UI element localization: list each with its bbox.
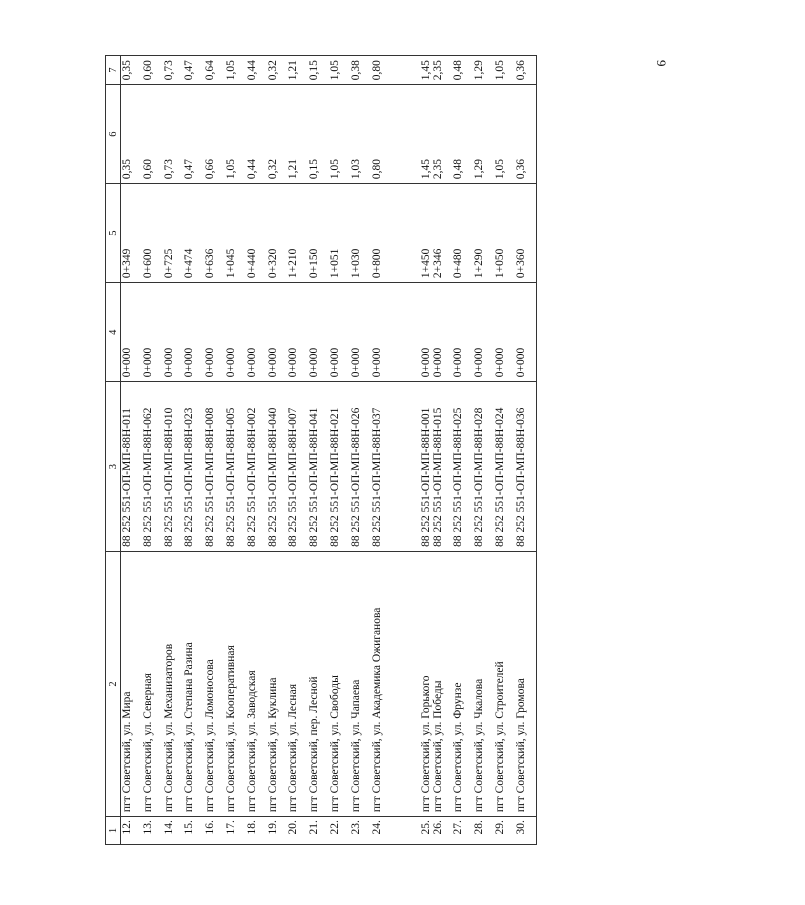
road-id: 88 252 551-ОП-МП-88Н-021 bbox=[329, 382, 350, 552]
length-total: 0,32 bbox=[267, 85, 288, 184]
road-id: 88 252 551-ОП-МП-88Н-023 bbox=[183, 382, 204, 552]
road-id: 88 252 551-ОП-МП-88Н-040 bbox=[267, 382, 288, 552]
end-km: 0+800 bbox=[371, 184, 406, 283]
table-row bbox=[406, 56, 432, 845]
start-km: 0+000 bbox=[246, 283, 267, 382]
header-cell: 3 bbox=[106, 382, 121, 552]
row-number: 27. bbox=[452, 817, 473, 845]
row-number: 15. bbox=[183, 817, 204, 845]
length-section: 0,73 bbox=[163, 56, 184, 85]
length-section: 0,47 bbox=[183, 56, 204, 85]
rotated-table-container bbox=[105, 55, 805, 845]
table-row bbox=[287, 56, 308, 845]
end-km: 0+440 bbox=[246, 184, 267, 283]
road-id: 88 252 551-ОП-МП-88Н-041 bbox=[308, 382, 329, 552]
road-id: 88 252 551-ОП-МП-88Н-002 bbox=[246, 382, 267, 552]
end-km: 0+480 bbox=[452, 184, 473, 283]
header-cell: 5 bbox=[106, 184, 121, 283]
start-km: 0+000 bbox=[308, 283, 329, 382]
length-section: 1,29 bbox=[473, 56, 494, 85]
row-number: 12. bbox=[121, 817, 142, 845]
header-cell: 7 bbox=[106, 56, 121, 85]
row-number: 19. bbox=[267, 817, 288, 845]
road-id: 88 252 551-ОП-МП-88Н-005 bbox=[225, 382, 246, 552]
table-row bbox=[246, 56, 267, 845]
length-section: 0,60 bbox=[142, 56, 163, 85]
end-km: 0+360 bbox=[515, 184, 536, 283]
road-name: пгт Советский, ул. Северная bbox=[142, 551, 163, 816]
length-total: 0,15 bbox=[308, 85, 329, 184]
table-row bbox=[473, 56, 494, 845]
row-number: 23. bbox=[350, 817, 371, 845]
row-number: 16. bbox=[204, 817, 225, 845]
table-row bbox=[225, 56, 246, 845]
length-section: 1,05 bbox=[225, 56, 246, 85]
road-id: 88 252 551-ОП-МП-88Н-008 bbox=[204, 382, 225, 552]
table-row bbox=[308, 56, 329, 845]
start-km: 0+000 bbox=[204, 283, 225, 382]
roads-table bbox=[105, 55, 537, 845]
start-km: 0+000 bbox=[329, 283, 350, 382]
length-section: 1,05 bbox=[329, 56, 350, 85]
row-number: 24. bbox=[371, 817, 406, 845]
road-id: 88 252 551-ОП-МП-88Н-024 bbox=[494, 382, 515, 552]
table-row bbox=[515, 56, 536, 845]
road-name: пгт Советский, ул. Лесная bbox=[287, 551, 308, 816]
end-km: 0+320 bbox=[267, 184, 288, 283]
header-row bbox=[106, 56, 121, 845]
length-section: 2,35 bbox=[432, 56, 453, 85]
road-name: пгт Советский, ул. Кооперативная bbox=[225, 551, 246, 816]
header-cell: 2 bbox=[106, 551, 121, 816]
start-km: 0+000 bbox=[473, 283, 494, 382]
table-row bbox=[350, 56, 371, 845]
end-km: 0+725 bbox=[163, 184, 184, 283]
length-section: 0,15 bbox=[308, 56, 329, 85]
road-name: пгт Советский, ул. Свободы bbox=[329, 551, 350, 816]
length-total: 1,05 bbox=[494, 85, 515, 184]
table-row bbox=[142, 56, 163, 845]
start-km: 0+000 bbox=[183, 283, 204, 382]
table-row bbox=[183, 56, 204, 845]
end-km: 1+450 bbox=[406, 184, 432, 283]
road-id: 88 252 551-ОП-МП-88Н-028 bbox=[473, 382, 494, 552]
length-total: 0,80 bbox=[371, 85, 406, 184]
start-km: 0+000 bbox=[494, 283, 515, 382]
length-total: 1,05 bbox=[329, 85, 350, 184]
length-total: 0,35 bbox=[121, 85, 142, 184]
road-name: пгт Советский, ул. Мира bbox=[121, 551, 142, 816]
road-id: 88 252 551-ОП-МП-88Н-062 bbox=[142, 382, 163, 552]
road-id: 88 252 551-ОП-МП-88Н-015 bbox=[432, 382, 453, 552]
road-name: пгт Советский, пер. Лесной bbox=[308, 551, 329, 816]
road-id: 88 252 551-ОП-МП-88Н-037 bbox=[371, 382, 406, 552]
length-total: 0,60 bbox=[142, 85, 163, 184]
table-row bbox=[163, 56, 184, 845]
road-id: 88 252 551-ОП-МП-88Н-025 bbox=[452, 382, 473, 552]
road-id: 88 252 551-ОП-МП-88Н-026 bbox=[350, 382, 371, 552]
length-section: 0,48 bbox=[452, 56, 473, 85]
road-name: пгт Советский, ул. Куклина bbox=[267, 551, 288, 816]
row-number: 25. bbox=[406, 817, 432, 845]
road-id: 88 252 551-ОП-МП-88Н-007 bbox=[287, 382, 308, 552]
row-number: 13. bbox=[142, 817, 163, 845]
table-row bbox=[204, 56, 225, 845]
length-total: 2,35 bbox=[432, 85, 453, 184]
length-total: 0,48 bbox=[452, 85, 473, 184]
road-name: пгт Советский, ул. Чкалова bbox=[473, 551, 494, 816]
length-total: 0,47 bbox=[183, 85, 204, 184]
start-km: 0+000 bbox=[350, 283, 371, 382]
start-km: 0+000 bbox=[515, 283, 536, 382]
length-total: 0,66 bbox=[204, 85, 225, 184]
road-id: 88 252 551-ОП-МП-88Н-001 bbox=[406, 382, 432, 552]
start-km: 0+000 bbox=[432, 283, 453, 382]
end-km: 0+474 bbox=[183, 184, 204, 283]
length-section: 0,36 bbox=[515, 56, 536, 85]
table-row bbox=[494, 56, 515, 845]
row-number: 20. bbox=[287, 817, 308, 845]
row-number: 21. bbox=[308, 817, 329, 845]
end-km: 1+050 bbox=[494, 184, 515, 283]
road-id: 88 252 551-ОП-МП-88Н-036 bbox=[515, 382, 536, 552]
length-section: 0,35 bbox=[121, 56, 142, 85]
road-id: 88 252 551-ОП-МП-88Н-010 bbox=[163, 382, 184, 552]
start-km: 0+000 bbox=[406, 283, 432, 382]
road-name: пгт Советский, ул. Заводская bbox=[246, 551, 267, 816]
table-row bbox=[452, 56, 473, 845]
end-km: 2+346 bbox=[432, 184, 453, 283]
road-name: пгт Советский, ул. Чапаева bbox=[350, 551, 371, 816]
row-number: 17. bbox=[225, 817, 246, 845]
road-name: пгт Советский, ул. Горького bbox=[406, 551, 432, 816]
header-cell: 1 bbox=[106, 817, 121, 845]
start-km: 0+000 bbox=[121, 283, 142, 382]
table-row bbox=[371, 56, 406, 845]
road-id: 88 252 551-ОП-МП-88Н-011 bbox=[121, 382, 142, 552]
row-number: 29. bbox=[494, 817, 515, 845]
header-cell: 4 bbox=[106, 283, 121, 382]
road-name: пгт Советский, ул. Строителей bbox=[494, 551, 515, 816]
end-km: 0+349 bbox=[121, 184, 142, 283]
table-body bbox=[121, 56, 537, 845]
table-row bbox=[432, 56, 453, 845]
table-row bbox=[121, 56, 142, 845]
row-number: 28. bbox=[473, 817, 494, 845]
end-km: 1+045 bbox=[225, 184, 246, 283]
row-number: 30. bbox=[515, 817, 536, 845]
length-total: 0,36 bbox=[515, 85, 536, 184]
length-total: 1,45 bbox=[406, 85, 432, 184]
end-km: 1+290 bbox=[473, 184, 494, 283]
start-km: 0+000 bbox=[287, 283, 308, 382]
table-row bbox=[329, 56, 350, 845]
row-number: 18. bbox=[246, 817, 267, 845]
road-name: пгт Советский, ул. Фрунзе bbox=[452, 551, 473, 816]
start-km: 0+000 bbox=[225, 283, 246, 382]
start-km: 0+000 bbox=[452, 283, 473, 382]
start-km: 0+000 bbox=[371, 283, 406, 382]
end-km: 1+030 bbox=[350, 184, 371, 283]
page-number: 9 bbox=[654, 60, 669, 67]
length-section: 1,45 bbox=[406, 56, 432, 85]
road-name: пгт Советский, ул. Механизаторов bbox=[163, 551, 184, 816]
length-section: 0,44 bbox=[246, 56, 267, 85]
end-km: 0+636 bbox=[204, 184, 225, 283]
road-name: пгт Советский, ул. Ломоносова bbox=[204, 551, 225, 816]
row-number: 22. bbox=[329, 817, 350, 845]
end-km: 0+150 bbox=[308, 184, 329, 283]
length-section: 1,21 bbox=[287, 56, 308, 85]
road-name: пгт Советский, ул. Степана Разина bbox=[183, 551, 204, 816]
start-km: 0+000 bbox=[142, 283, 163, 382]
road-name: пгт Советский, ул. Академика Ожиганова bbox=[371, 551, 406, 816]
length-section: 0,80 bbox=[371, 56, 406, 85]
road-name: пгт Советский, ул. Победы bbox=[432, 551, 453, 816]
end-km: 0+600 bbox=[142, 184, 163, 283]
end-km: 1+051 bbox=[329, 184, 350, 283]
row-number: 26. bbox=[432, 817, 453, 845]
length-total: 0,44 bbox=[246, 85, 267, 184]
length-section: 1,05 bbox=[494, 56, 515, 85]
length-total: 1,05 bbox=[225, 85, 246, 184]
start-km: 0+000 bbox=[267, 283, 288, 382]
length-total: 1,03 bbox=[350, 85, 371, 184]
start-km: 0+000 bbox=[163, 283, 184, 382]
length-total: 1,29 bbox=[473, 85, 494, 184]
header-cell: 6 bbox=[106, 85, 121, 184]
table-row bbox=[267, 56, 288, 845]
row-number: 14. bbox=[163, 817, 184, 845]
length-section: 0,38 bbox=[350, 56, 371, 85]
length-total: 1,21 bbox=[287, 85, 308, 184]
length-section: 0,64 bbox=[204, 56, 225, 85]
length-section: 0,32 bbox=[267, 56, 288, 85]
road-name: пгт Советский, ул. Громова bbox=[515, 551, 536, 816]
length-total: 0,73 bbox=[163, 85, 184, 184]
end-km: 1+210 bbox=[287, 184, 308, 283]
